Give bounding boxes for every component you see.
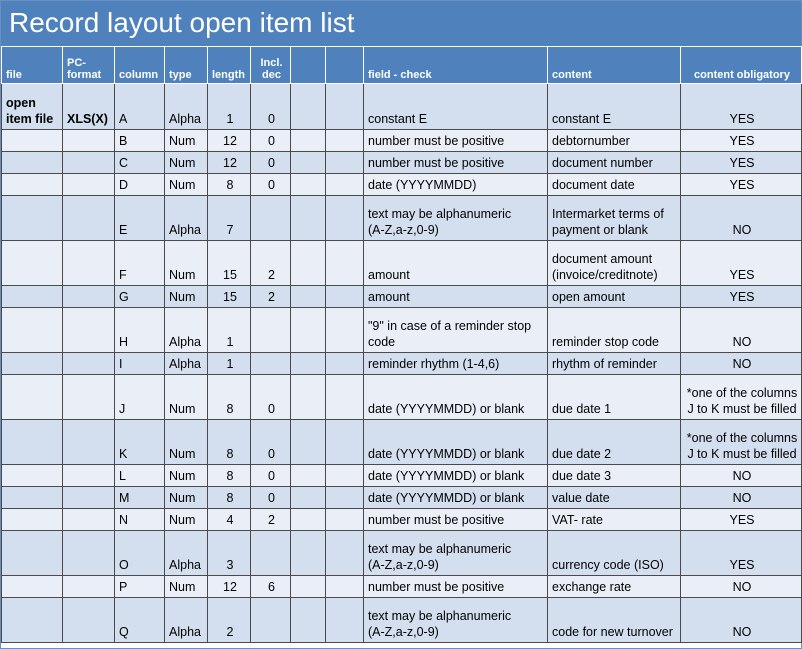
cell-content: code for new turnover [548,598,681,643]
cell-pc-format [63,353,115,375]
cell-field-check: amount [364,286,548,308]
cell-incl-dec [251,196,291,241]
cell-empty-2 [326,509,364,531]
header-row [2,47,802,84]
cell-empty-1 [291,130,326,152]
cell-incl-dec: 0 [251,465,291,487]
cell-empty-1 [291,598,326,643]
cell-column: O [115,531,165,576]
cell-length: 8 [208,465,251,487]
cell-file [2,598,63,643]
cell-pc-format [63,130,115,152]
cell-pc-format [63,465,115,487]
cell-empty-2 [326,174,364,196]
cell-empty-1 [291,241,326,286]
table-row [2,420,802,465]
cell-type: Alpha [165,353,208,375]
cell-type: Num [165,375,208,420]
cell-length: 1 [208,84,251,130]
cell-column: J [115,375,165,420]
cell-length: 8 [208,420,251,465]
cell-field-check: text may be alphanumeric (A-Z,a-z,0-9) [364,598,548,643]
cell-empty-2 [326,465,364,487]
cell-length: 8 [208,375,251,420]
table-row [2,375,802,420]
cell-content: due date 2 [548,420,681,465]
cell-incl-dec: 2 [251,286,291,308]
cell-file [2,509,63,531]
cell-file [2,487,63,509]
cell-type: Num [165,576,208,598]
cell-incl-dec: 0 [251,130,291,152]
cell-file [2,152,63,174]
table-row [2,84,802,130]
cell-empty-2 [326,196,364,241]
table-row [2,174,802,196]
cell-content-obligatory: YES [681,241,802,286]
cell-empty-1 [291,375,326,420]
cell-content-obligatory: YES [681,152,802,174]
cell-pc-format [63,420,115,465]
cell-type: Alpha [165,531,208,576]
cell-incl-dec: 0 [251,487,291,509]
cell-content: VAT- rate [548,509,681,531]
cell-content: document date [548,174,681,196]
cell-empty-1 [291,487,326,509]
table-row [2,196,802,241]
cell-incl-dec: 0 [251,174,291,196]
cell-content: reminder stop code [548,308,681,353]
cell-content-obligatory: NO [681,576,802,598]
title-bar [1,1,801,46]
header-type: type [165,47,208,84]
cell-incl-dec: 0 [251,375,291,420]
header-empty-2 [326,47,364,84]
cell-incl-dec: 2 [251,241,291,286]
cell-length: 12 [208,576,251,598]
cell-type: Num [165,174,208,196]
cell-content: due date 3 [548,465,681,487]
cell-length: 8 [208,174,251,196]
cell-file [2,130,63,152]
cell-incl-dec [251,598,291,643]
cell-field-check: reminder rhythm (1-4,6) [364,353,548,375]
table-row [2,308,802,353]
cell-incl-dec: 0 [251,84,291,130]
cell-length: 12 [208,130,251,152]
cell-file [2,465,63,487]
cell-length: 12 [208,152,251,174]
table-row [2,241,802,286]
cell-field-check: amount [364,241,548,286]
cell-empty-2 [326,598,364,643]
cell-empty-2 [326,576,364,598]
cell-empty-1 [291,286,326,308]
cell-field-check: date (YYYYMMDD) or blank [364,487,548,509]
cell-content: due date 1 [548,375,681,420]
cell-empty-2 [326,241,364,286]
cell-column: B [115,130,165,152]
cell-incl-dec [251,308,291,353]
cell-empty-2 [326,152,364,174]
cell-empty-1 [291,465,326,487]
cell-field-check: text may be alphanumeric (A-Z,a-z,0-9) [364,531,548,576]
cell-file [2,353,63,375]
cell-incl-dec: 0 [251,420,291,465]
cell-file [2,375,63,420]
cell-column: K [115,420,165,465]
cell-type: Num [165,130,208,152]
cell-field-check: number must be positive [364,130,548,152]
cell-type: Num [165,487,208,509]
cell-content-obligatory: NO [681,598,802,643]
cell-content: document amount (invoice/creditnote) [548,241,681,286]
cell-pc-format [63,509,115,531]
cell-length: 4 [208,509,251,531]
cell-content-obligatory: YES [681,531,802,576]
cell-file [2,531,63,576]
cell-type: Alpha [165,308,208,353]
cell-field-check: date (YYYYMMDD) or blank [364,375,548,420]
cell-length: 7 [208,196,251,241]
cell-type: Alpha [165,84,208,130]
cell-pc-format [63,308,115,353]
cell-file [2,174,63,196]
cell-column: F [115,241,165,286]
cell-file [2,196,63,241]
cell-field-check: date (YYYYMMDD) or blank [364,465,548,487]
cell-empty-1 [291,420,326,465]
cell-length: 1 [208,353,251,375]
cell-type: Num [165,241,208,286]
cell-empty-1 [291,509,326,531]
cell-type: Alpha [165,196,208,241]
cell-empty-1 [291,152,326,174]
cell-pc-format [63,241,115,286]
header-pc-format: PC- format [63,47,115,84]
cell-pc-format [63,152,115,174]
cell-column: H [115,308,165,353]
cell-empty-2 [326,84,364,130]
cell-field-check: number must be positive [364,509,548,531]
cell-length: 8 [208,487,251,509]
cell-content: value date [548,487,681,509]
cell-empty-2 [326,353,364,375]
table-row [2,598,802,643]
cell-field-check: text may be alphanumeric (A-Z,a-z,0-9) [364,196,548,241]
cell-column: I [115,353,165,375]
cell-length: 1 [208,308,251,353]
cell-column: N [115,509,165,531]
cell-content-obligatory: YES [681,509,802,531]
cell-length: 2 [208,598,251,643]
table-row [2,465,802,487]
cell-empty-2 [326,375,364,420]
cell-type: Num [165,465,208,487]
cell-incl-dec: 2 [251,509,291,531]
cell-column: Q [115,598,165,643]
cell-column: M [115,487,165,509]
cell-content-obligatory: NO [681,308,802,353]
cell-empty-2 [326,420,364,465]
cell-content: rhythm of reminder [548,353,681,375]
table-row [2,576,802,598]
cell-file [2,420,63,465]
cell-content-obligatory: YES [681,174,802,196]
cell-pc-format [63,196,115,241]
cell-type: Num [165,286,208,308]
cell-content: document number [548,152,681,174]
header-incl-dec: Incl. dec [251,47,291,84]
cell-content: Intermarket terms of payment or blank [548,196,681,241]
cell-pc-format [63,598,115,643]
cell-content: open amount [548,286,681,308]
cell-pc-format [63,174,115,196]
table-row [2,531,802,576]
table-row [2,487,802,509]
cell-type: Num [165,152,208,174]
table-row [2,353,802,375]
cell-content-obligatory: YES [681,84,802,130]
cell-length: 15 [208,241,251,286]
cell-column: A [115,84,165,130]
table-row [2,286,802,308]
record-layout-table [1,46,802,643]
cell-field-check: number must be positive [364,576,548,598]
cell-length: 15 [208,286,251,308]
cell-type: Num [165,509,208,531]
cell-content: currency code (ISO) [548,531,681,576]
cell-column: L [115,465,165,487]
cell-content: exchange rate [548,576,681,598]
cell-content-obligatory: YES [681,286,802,308]
cell-empty-1 [291,531,326,576]
cell-empty-1 [291,174,326,196]
cell-column: P [115,576,165,598]
cell-incl-dec: 0 [251,152,291,174]
cell-type: Alpha [165,598,208,643]
cell-field-check: "9" in case of a reminder stop code [364,308,548,353]
cell-column: D [115,174,165,196]
cell-column: G [115,286,165,308]
cell-pc-format [63,531,115,576]
cell-content: debtornumber [548,130,681,152]
cell-field-check: number must be positive [364,152,548,174]
cell-empty-1 [291,84,326,130]
cell-empty-1 [291,576,326,598]
cell-column: C [115,152,165,174]
cell-file [2,576,63,598]
cell-file: open item file [2,84,63,130]
header-column: column [115,47,165,84]
header-content-obligatory: content obligatory [681,47,802,84]
cell-field-check: date (YYYYMMDD) or blank [364,420,548,465]
cell-pc-format [63,487,115,509]
cell-content-obligatory: NO [681,487,802,509]
cell-field-check: date (YYYYMMDD) [364,174,548,196]
cell-file [2,286,63,308]
cell-pc-format: XLS(X) [63,84,115,130]
header-file: file [2,47,63,84]
cell-incl-dec [251,353,291,375]
cell-empty-1 [291,196,326,241]
header-content: content [548,47,681,84]
cell-empty-2 [326,130,364,152]
table-row [2,509,802,531]
cell-content-obligatory: YES [681,130,802,152]
cell-file [2,308,63,353]
cell-content-obligatory: NO [681,353,802,375]
header-empty-1 [291,47,326,84]
cell-empty-2 [326,286,364,308]
cell-file [2,241,63,286]
page-title: Record layout open item list [9,7,355,38]
header-length: length [208,47,251,84]
cell-content-obligatory: NO [681,465,802,487]
cell-pc-format [63,375,115,420]
cell-empty-1 [291,308,326,353]
cell-content-obligatory: *one of the columns J to K must be filled [681,420,802,465]
cell-length: 3 [208,531,251,576]
cell-incl-dec: 6 [251,576,291,598]
cell-content-obligatory: *one of the columns J to K must be filled [681,375,802,420]
cell-empty-2 [326,531,364,576]
cell-content-obligatory: NO [681,196,802,241]
cell-column: E [115,196,165,241]
table-row [2,152,802,174]
cell-empty-1 [291,353,326,375]
cell-incl-dec [251,531,291,576]
table-row [2,130,802,152]
cell-empty-2 [326,308,364,353]
cell-empty-2 [326,487,364,509]
cell-field-check: constant E [364,84,548,130]
cell-pc-format [63,576,115,598]
cell-type: Num [165,420,208,465]
header-field-check: field - check [364,47,548,84]
cell-pc-format [63,286,115,308]
cell-content: constant E [548,84,681,130]
